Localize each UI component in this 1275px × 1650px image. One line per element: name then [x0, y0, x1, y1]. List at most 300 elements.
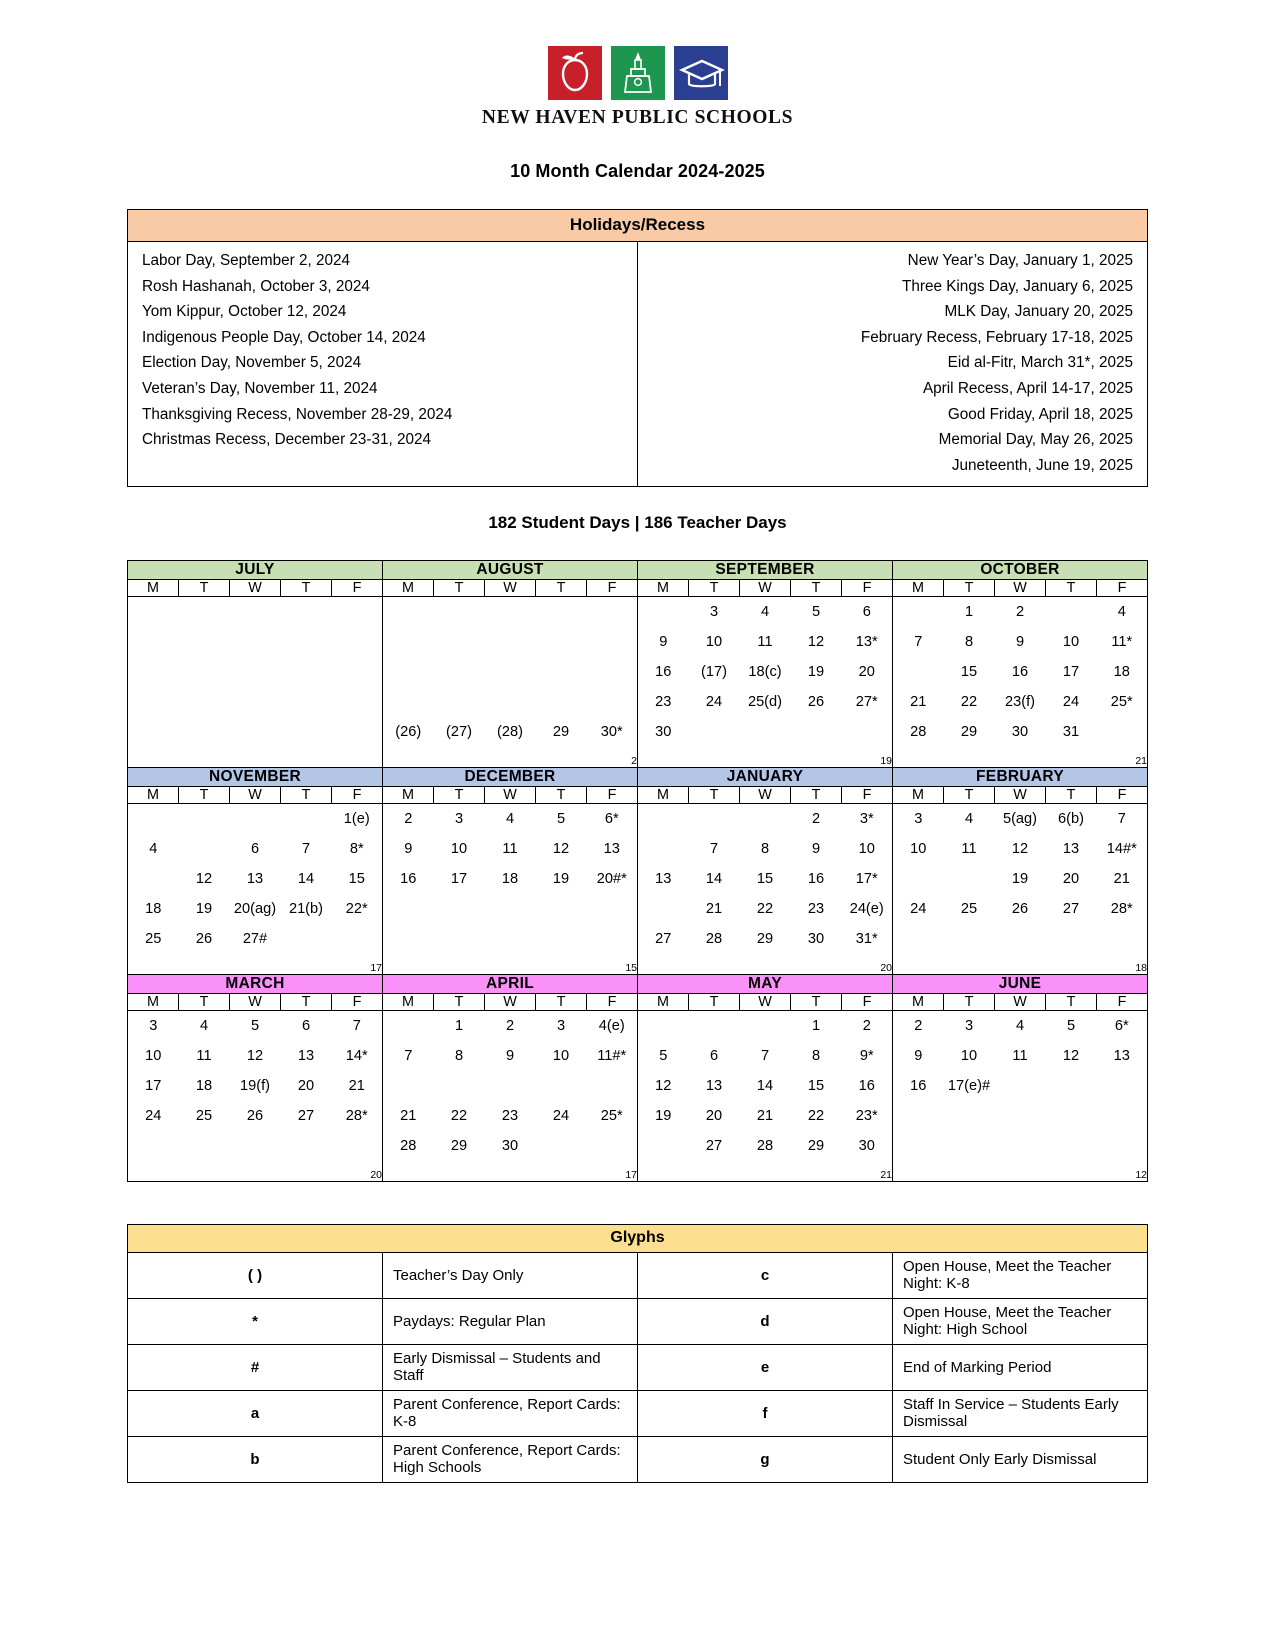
- list-item: Veteran’s Day, November 11, 2024: [142, 379, 378, 397]
- month-day-count: 12: [893, 1161, 1148, 1182]
- calendar-day-cell: 10: [450, 841, 468, 858]
- calendar-day-cell: 23: [807, 901, 825, 918]
- weekday-label: T: [689, 787, 740, 804]
- calendar-empty-cell: [536, 1071, 587, 1101]
- calendar-day-cell: 10: [858, 841, 875, 858]
- glyph-description: Staff In Service – Students Early Dismissal: [893, 1391, 1148, 1437]
- calendar-empty-cell: [179, 1131, 230, 1161]
- calendar-empty-cell: [638, 597, 689, 628]
- glyphs-header: Glyphs: [128, 1225, 1148, 1253]
- calendar-empty-cell: [944, 1101, 995, 1131]
- calendar-day-cell: 5(ag): [1002, 811, 1038, 828]
- calendar-day-cell: 26: [807, 694, 825, 711]
- weekday-label: T: [1046, 580, 1097, 597]
- weekday-label: F: [587, 787, 638, 804]
- list-item: Yom Kippur, October 12, 2024: [142, 303, 347, 321]
- calendar-day-cell: 21: [756, 1108, 774, 1125]
- calendar-empty-cell: [230, 717, 281, 747]
- glyphs-legend-table: [127, 1224, 1148, 1483]
- calendar-day-cell: 12: [195, 871, 213, 888]
- calendar-empty-cell: [893, 864, 944, 894]
- glyph-symbol: ( ): [128, 1253, 383, 1299]
- calendar-empty-cell: [281, 627, 332, 657]
- calendar-empty-cell: [1097, 1071, 1148, 1101]
- weekday-label: T: [179, 994, 230, 1011]
- calendar-day-cell: 23: [638, 687, 689, 717]
- calendar-day-cell: 9: [383, 834, 434, 864]
- calendar-day-cell: 26: [1011, 901, 1029, 918]
- list-item: Indigenous People Day, October 14, 2024: [142, 328, 426, 346]
- calendar-empty-cell: [128, 627, 179, 657]
- weekday-label: W: [995, 994, 1046, 1011]
- calendar-week-row: [128, 804, 1148, 835]
- calendar-week-row: [128, 1131, 1148, 1161]
- calendar-day-cell: 24: [145, 1108, 162, 1125]
- calendar-day-cell: 14*: [345, 1048, 368, 1065]
- calendar-day-cell: 6: [301, 1018, 311, 1035]
- calendar-empty-cell: [1097, 1131, 1148, 1161]
- calendar-day-cell: 27: [705, 1138, 723, 1155]
- calendar-empty-cell: [128, 657, 179, 687]
- weekday-label: T: [434, 580, 485, 597]
- glyph-symbol: a: [128, 1391, 383, 1437]
- glyph-symbol: e: [638, 1345, 893, 1391]
- calendar-day-cell: 2: [383, 804, 434, 835]
- month-day-count: 17: [383, 1161, 638, 1182]
- weekday-label: W: [740, 580, 791, 597]
- weekday-label: F: [587, 580, 638, 597]
- calendar-day-cell: 16: [383, 864, 434, 894]
- calendar-empty-cell: [434, 657, 485, 687]
- calendar-empty-cell: [638, 804, 689, 835]
- calendar-day-cell: 12: [1062, 1048, 1080, 1065]
- calendar-day-cell: 7: [301, 841, 311, 858]
- calendar-day-cell: 13: [638, 864, 689, 894]
- calendar-day-cell: 15: [756, 871, 774, 888]
- calendar-day-cell: 18(c): [748, 664, 782, 681]
- calendar-empty-cell: [638, 1131, 689, 1161]
- calendar-empty-cell: [995, 1101, 1046, 1131]
- month-title-july: JULY: [128, 561, 383, 580]
- list-item: Christmas Recess, December 23-31, 2024: [142, 431, 432, 449]
- calendar-empty-cell: [536, 1131, 587, 1161]
- calendar-day-cell: 21: [348, 1078, 365, 1095]
- calendar-empty-cell: [995, 1131, 1046, 1161]
- calendar-day-cell: 4: [964, 811, 974, 828]
- month-title-december: DECEMBER: [383, 768, 638, 787]
- glyph-description: Paydays: Regular Plan: [383, 1299, 638, 1345]
- weekday-label: T: [536, 787, 587, 804]
- calendar-empty-cell: [485, 657, 536, 687]
- calendar-empty-cell: [179, 834, 230, 864]
- calendar-week-row: [128, 1041, 1148, 1071]
- glyph-symbol: c: [638, 1253, 893, 1299]
- days-summary: 182 Student Days | 186 Teacher Days: [488, 513, 787, 533]
- calendar-empty-cell: [434, 627, 485, 657]
- calendar-week-row: [128, 717, 1148, 747]
- calendar-empty-cell: [1046, 1131, 1097, 1161]
- calendar-empty-cell: [281, 717, 332, 747]
- list-item: February Recess, February 17-18, 2025: [860, 328, 1133, 346]
- calendar-day-cell: 18: [195, 1078, 213, 1095]
- calendar-empty-cell: [740, 804, 791, 835]
- calendar-empty-cell: [230, 627, 281, 657]
- weekday-label: T: [791, 787, 842, 804]
- weekday-label: M: [638, 994, 689, 1011]
- calendar-day-cell: 4: [760, 604, 770, 621]
- calendar-day-cell: 13: [705, 1078, 723, 1095]
- calendar-day-cell: 6: [250, 841, 260, 858]
- weekday-label: T: [944, 787, 995, 804]
- month-day-count: 21: [893, 747, 1148, 768]
- table-row: [128, 1253, 1148, 1299]
- weekday-label: W: [485, 580, 536, 597]
- calendar-day-cell: 29: [552, 724, 570, 741]
- calendar-day-cell: 27: [1062, 901, 1080, 918]
- calendar-day-cell: 2: [505, 1018, 515, 1035]
- calendar-week-row: [128, 597, 1148, 628]
- list-item: New Year’s Day, January 1, 2025: [907, 252, 1133, 269]
- calendar-day-cell: 4(e): [598, 1018, 625, 1035]
- district-logo-block: [0, 0, 1275, 129]
- calendar-empty-cell: [944, 1131, 995, 1161]
- church-logo-icon: [611, 46, 665, 100]
- calendar-empty-cell: [587, 894, 638, 924]
- calendar-day-cell: 19(f): [239, 1078, 270, 1095]
- month-title-august: AUGUST: [383, 561, 638, 580]
- calendar-day-cell: 8: [964, 634, 974, 651]
- calendar-day-cell: 21: [383, 1101, 434, 1131]
- weekday-label: F: [332, 787, 383, 804]
- calendar-day-cell: 31: [1062, 724, 1080, 741]
- calendar-day-cell: 28: [383, 1131, 434, 1161]
- calendar-day-cell: 11: [196, 1048, 212, 1065]
- month-day-count: [128, 747, 383, 768]
- calendar-day-cell: 9: [505, 1048, 515, 1065]
- calendar-day-cell: 30: [638, 717, 689, 747]
- weekday-label: M: [128, 994, 179, 1011]
- calendar-day-cell: 11: [1012, 1048, 1028, 1065]
- calendar-day-cell: 20: [297, 1078, 315, 1095]
- calendar-day-cell: 7: [893, 627, 944, 657]
- calendar-day-cell: 29: [807, 1138, 825, 1155]
- calendar-empty-cell: [536, 687, 587, 717]
- calendar-day-cell: 28*: [1097, 894, 1148, 924]
- calendar-empty-cell: [434, 924, 485, 954]
- list-item: Good Friday, April 18, 2025: [947, 405, 1133, 423]
- calendar-empty-cell: [689, 804, 740, 835]
- calendar-day-cell: 22: [756, 901, 774, 918]
- calendar-day-cell: 24: [893, 894, 944, 924]
- calendar-day-cell: 13: [603, 841, 620, 858]
- holidays-recess-table: [127, 209, 1148, 487]
- calendar-day-cell: 11#*: [597, 1048, 627, 1065]
- holidays-content-row: [128, 242, 1148, 487]
- calendar-empty-cell: [281, 657, 332, 687]
- calendar-empty-cell: [587, 687, 638, 717]
- weekday-label: M: [383, 580, 434, 597]
- calendar-day-cell: 30: [807, 931, 825, 948]
- calendar-empty-cell: [230, 657, 281, 687]
- glyph-symbol: *: [128, 1299, 383, 1345]
- glyph-description: Parent Conference, Report Cards: K-8: [383, 1391, 638, 1437]
- calendar-day-cell: 27: [638, 924, 689, 954]
- calendar-day-cell: 16: [807, 871, 825, 888]
- calendar-day-cell: 3: [454, 811, 464, 828]
- calendar-empty-cell: [587, 924, 638, 954]
- calendar-empty-cell: [485, 597, 536, 628]
- calendar-day-cell: 9: [893, 1041, 944, 1071]
- calendar-empty-cell: [1046, 1071, 1097, 1101]
- calendar-day-cell: 15: [348, 871, 365, 888]
- calendar-empty-cell: [434, 894, 485, 924]
- calendar-day-cell: 5: [556, 811, 566, 828]
- table-row: [128, 1391, 1148, 1437]
- calendar-day-cell: 17: [450, 871, 468, 888]
- month-total-row: [128, 1161, 1148, 1182]
- weekday-label: M: [383, 994, 434, 1011]
- weekday-label: F: [332, 580, 383, 597]
- weekday-label: M: [893, 994, 944, 1011]
- glyph-description: End of Marking Period: [893, 1345, 1148, 1391]
- calendar-empty-cell: [332, 657, 383, 687]
- calendar-day-cell: 4: [1097, 597, 1148, 628]
- calendar-day-cell: 19: [195, 901, 213, 918]
- calendar-day-cell: 10: [145, 1048, 162, 1065]
- weekday-label: F: [332, 994, 383, 1011]
- calendar-day-cell: 19: [1011, 871, 1029, 888]
- calendar-day-cell: 18: [1097, 657, 1148, 687]
- calendar-day-cell: 9*: [859, 1048, 874, 1065]
- calendar-day-cell: 20: [1062, 871, 1080, 888]
- calendar-week-row: [128, 894, 1148, 924]
- weekday-label: T: [1046, 994, 1097, 1011]
- glyph-symbol: b: [128, 1437, 383, 1483]
- weekday-header-row: [128, 580, 1148, 597]
- month-total-row: [128, 954, 1148, 975]
- calendar-day-cell: 23: [501, 1108, 519, 1125]
- weekday-header-row: [128, 787, 1148, 804]
- weekday-label: M: [128, 580, 179, 597]
- weekday-label: W: [995, 580, 1046, 597]
- calendar-week-row: [128, 657, 1148, 687]
- calendar-day-cell: 23(f): [1004, 694, 1035, 711]
- calendar-day-cell: 8: [811, 1048, 821, 1065]
- weekday-label: T: [1046, 787, 1097, 804]
- calendar-day-cell: 30*: [600, 724, 623, 741]
- month-title-may: MAY: [638, 975, 893, 994]
- calendar-day-cell: 6(b): [1058, 811, 1084, 828]
- calendar-empty-cell: [383, 627, 434, 657]
- calendar-empty-cell: [281, 687, 332, 717]
- calendar-day-cell: 22: [450, 1108, 468, 1125]
- calendar-empty-cell: [791, 717, 842, 747]
- calendar-empty-cell: [128, 717, 179, 747]
- weekday-label: W: [740, 787, 791, 804]
- calendar-day-cell: 13: [297, 1048, 315, 1065]
- calendar-day-cell: (17): [701, 664, 727, 681]
- calendar-day-cell: 27: [297, 1108, 315, 1125]
- calendar-empty-cell: [179, 687, 230, 717]
- calendar-day-cell: 19: [552, 871, 570, 888]
- calendar-empty-cell: [485, 1071, 536, 1101]
- weekday-label: F: [1097, 787, 1148, 804]
- glyph-symbol: g: [638, 1437, 893, 1483]
- calendar-empty-cell: [995, 924, 1046, 954]
- calendar-empty-cell: [587, 1131, 638, 1161]
- calendar-week-row: [128, 1101, 1148, 1131]
- calendar-day-cell: 23*: [855, 1108, 878, 1125]
- calendar-empty-cell: [485, 627, 536, 657]
- calendar-empty-cell: [281, 1131, 332, 1161]
- calendar-day-cell: 28*: [345, 1108, 368, 1125]
- calendar-day-cell: 10: [960, 1048, 978, 1065]
- glyph-description: Parent Conference, Report Cards: High Schools: [383, 1437, 638, 1483]
- calendar-empty-cell: [893, 597, 944, 628]
- graduation-cap-logo-icon: [674, 46, 728, 100]
- calendar-empty-cell: [536, 597, 587, 628]
- weekday-header-row: [128, 994, 1148, 1011]
- calendar-day-cell: 13: [1062, 841, 1080, 858]
- month-day-count: 21: [638, 1161, 893, 1182]
- calendar-day-cell: 29: [960, 724, 978, 741]
- calendar-day-cell: 11*: [1097, 627, 1148, 657]
- month-title-october: OCTOBER: [893, 561, 1148, 580]
- calendar-day-cell: 1: [964, 604, 974, 621]
- calendar-day-cell: 12: [552, 841, 570, 858]
- calendar-day-cell: 18: [501, 871, 519, 888]
- calendar-empty-cell: [1097, 1101, 1148, 1131]
- glyph-symbol: f: [638, 1391, 893, 1437]
- calendar-day-cell: 3: [149, 1018, 158, 1035]
- month-day-count: 19: [638, 747, 893, 768]
- calendar-empty-cell: [689, 1011, 740, 1042]
- month-title-january: JANUARY: [638, 768, 893, 787]
- month-day-count: 20: [128, 1161, 383, 1182]
- calendar-empty-cell: [230, 1131, 281, 1161]
- calendar-week-row: [128, 1011, 1148, 1042]
- weekday-label: T: [536, 994, 587, 1011]
- calendar-day-cell: 5: [638, 1041, 689, 1071]
- calendar-day-cell: (28): [497, 724, 523, 741]
- calendar-week-row: [128, 1071, 1148, 1101]
- weekday-label: W: [230, 580, 281, 597]
- calendar-day-cell: 17: [145, 1078, 162, 1095]
- calendar-day-cell: 25(d): [747, 694, 783, 711]
- month-day-count: 20: [638, 954, 893, 975]
- calendar-day-cell: 5: [1066, 1018, 1076, 1035]
- calendar-day-cell: 3: [964, 1018, 974, 1035]
- calendar-day-cell: 14#*: [1097, 834, 1148, 864]
- weekday-label: F: [587, 994, 638, 1011]
- calendar-day-cell: 6*: [1097, 1011, 1148, 1042]
- calendar-day-cell: 1(e): [343, 811, 370, 828]
- calendar-day-cell: 20(ag): [233, 901, 277, 918]
- glyph-description: Student Only Early Dismissal: [893, 1437, 1148, 1483]
- calendar-empty-cell: [842, 717, 893, 747]
- weekday-label: F: [842, 994, 893, 1011]
- weekday-label: F: [842, 580, 893, 597]
- calendar-day-cell: 16: [893, 1071, 944, 1101]
- month-title-april: APRIL: [383, 975, 638, 994]
- calendar-empty-cell: [230, 687, 281, 717]
- list-item: April Recess, April 14-17, 2025: [922, 379, 1133, 397]
- calendar-day-cell: 22*: [345, 901, 368, 918]
- calendar-day-cell: 12: [246, 1048, 264, 1065]
- calendar-empty-cell: [179, 804, 230, 835]
- calendar-empty-cell: [383, 687, 434, 717]
- weekday-label: T: [281, 787, 332, 804]
- table-row: [128, 1437, 1148, 1483]
- calendar-empty-cell: [740, 717, 791, 747]
- calendar-day-cell: 10: [705, 634, 723, 651]
- month-title-june: JUNE: [893, 975, 1148, 994]
- weekday-label: T: [944, 994, 995, 1011]
- weekday-label: T: [179, 787, 230, 804]
- calendar-day-cell: 24(e): [849, 901, 884, 918]
- academic-calendar-grid: [127, 560, 1148, 1182]
- calendar-empty-cell: [128, 864, 179, 894]
- list-item: Juneteenth, June 19, 2025: [951, 456, 1133, 474]
- calendar-empty-cell: [536, 924, 587, 954]
- calendar-empty-cell: [587, 627, 638, 657]
- weekday-label: T: [179, 580, 230, 597]
- list-item: Election Day, November 5, 2024: [142, 354, 362, 372]
- calendar-day-cell: 22: [960, 694, 978, 711]
- weekday-label: W: [740, 994, 791, 1011]
- glyph-description: Open House, Meet the Teacher Night: High School: [893, 1299, 1148, 1345]
- calendar-day-cell: 2: [811, 811, 821, 828]
- month-header-row: [128, 768, 1148, 787]
- calendar-day-cell: 9: [638, 627, 689, 657]
- calendar-day-cell: 25: [145, 931, 162, 948]
- calendar-empty-cell: [281, 597, 332, 628]
- list-item: Labor Day, September 2, 2024: [142, 252, 351, 269]
- calendar-day-cell: 24: [705, 694, 723, 711]
- calendar-day-cell: 4: [505, 811, 515, 828]
- list-item: Eid al-Fitr, March 31*, 2025: [947, 354, 1133, 372]
- calendar-empty-cell: [332, 1131, 383, 1161]
- weekday-label: W: [230, 787, 281, 804]
- calendar-empty-cell: [893, 1131, 944, 1161]
- holidays-header: Holidays/Recess: [128, 210, 1148, 242]
- weekday-label: M: [638, 787, 689, 804]
- weekday-label: T: [434, 787, 485, 804]
- month-title-september: SEPTEMBER: [638, 561, 893, 580]
- weekday-label: W: [995, 787, 1046, 804]
- weekday-label: T: [689, 580, 740, 597]
- calendar-day-cell: 21: [1097, 864, 1148, 894]
- calendar-day-cell: 2: [1015, 604, 1025, 621]
- calendar-empty-cell: [944, 864, 995, 894]
- calendar-day-cell: 12: [638, 1071, 689, 1101]
- calendar-day-cell: 16: [1011, 664, 1029, 681]
- calendar-day-cell: 9: [811, 841, 821, 858]
- calendar-day-cell: 27*: [855, 694, 878, 711]
- calendar-empty-cell: [230, 597, 281, 628]
- calendar-day-cell: 6*: [604, 811, 619, 828]
- calendar-day-cell: 8: [454, 1048, 464, 1065]
- month-title-november: NOVEMBER: [128, 768, 383, 787]
- calendar-day-cell: 2: [862, 1018, 871, 1035]
- calendar-day-cell: 13: [246, 871, 264, 888]
- calendar-empty-cell: [383, 924, 434, 954]
- calendar-day-cell: 1: [811, 1018, 821, 1035]
- calendar-empty-cell: [638, 834, 689, 864]
- calendar-week-row: [128, 834, 1148, 864]
- calendar-day-cell: 20: [858, 664, 875, 681]
- calendar-day-cell: 20: [705, 1108, 723, 1125]
